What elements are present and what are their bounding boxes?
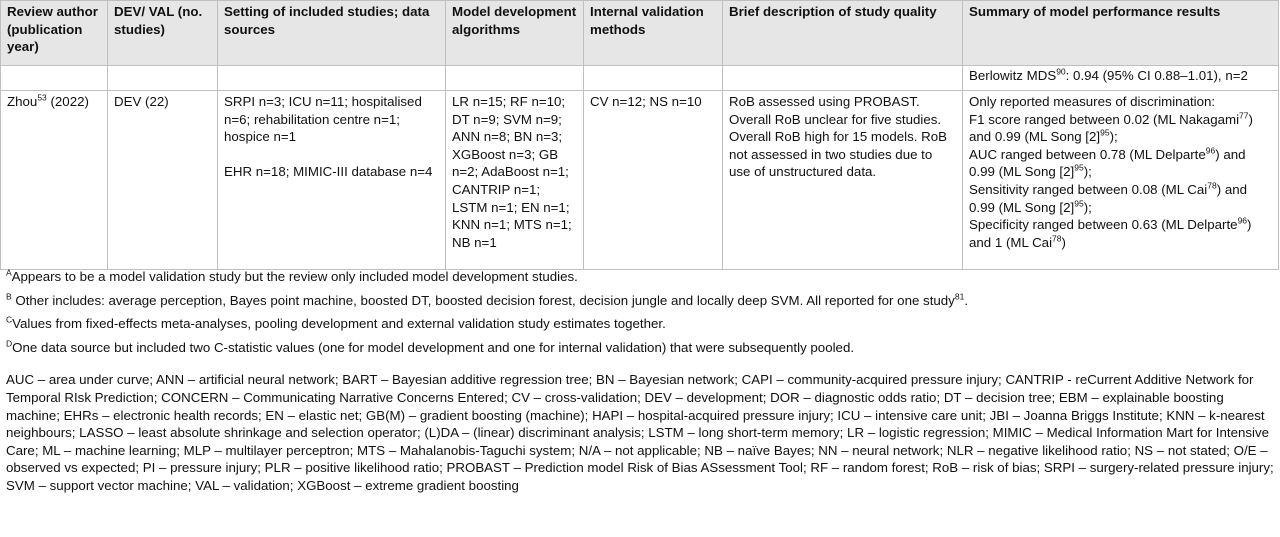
- header-algorithms: Model development algorithms: [446, 1, 584, 66]
- cell-empty: [446, 66, 584, 91]
- footnote-marker: B: [6, 291, 12, 302]
- summary-text: F1 score ranged between 0.02 (ML Nakagami: [969, 111, 1240, 127]
- reference-superscript: 96: [1237, 215, 1248, 226]
- header-setting: Setting of included studies; data sources: [218, 1, 446, 66]
- cell-author: [1, 91, 108, 270]
- cell-validation: CV n=12; NS n=10: [584, 91, 723, 270]
- footnote-text: Values from fixed-effects meta-analyses, pooling development and external validation study estimates together.: [12, 316, 666, 332]
- footnote-c: [6, 315, 1274, 333]
- setting-text: SRPI n=3; ICU n=11; hospitalised n=6; rehabilitation centre n=1; hospice n=1: [224, 94, 422, 145]
- footnote-d: [6, 339, 1274, 357]
- cell-quality: RoB assessed using PROBAST. Overall RoB unclear for five studies. Overall RoB high for 15 models. RoB not assessed in two studies due to use of unstructured data.: [723, 91, 963, 270]
- footnote-marker: D: [6, 338, 13, 349]
- header-quality: Brief description of study quality: [723, 1, 963, 66]
- footnote-text: Appears to be a model validation study but the review only included model development studies.: [11, 269, 578, 284]
- summary-text: : 0.94 (95% CI 0.88–1.01), n=2: [1065, 68, 1248, 83]
- summary-text: AUC ranged between 0.78 (ML Delparte: [969, 146, 1206, 162]
- footnote-text: .: [964, 292, 969, 308]
- footnote-marker: C: [6, 314, 13, 325]
- cell-dev-val: DEV (22): [108, 91, 218, 270]
- header-summary: Summary of model performance results: [963, 1, 1279, 66]
- summary-text: ) and 1 (ML Cai: [969, 217, 1252, 250]
- abbreviations-list: AUC – area under curve; ANN – artificial neural network; BART – Bayesian additive regression tree; BN – Bayesian network; CAPI – community-acquired pressure injury; CANTRIP - reCurrent Additive Network for Temporal RIsk Prediction; CONCERN – Communicating Narrative Concerns Entered; CV – cross-validation; DEV – development; DOR – diagnostic odds ratio; DT – decision tree; EBM – explainable boosting machine; EHRs – electronic health records; EN – elastic net; GB(M) – gradient boosting (machine); HAPI – hospital-acquired pressure injury; ICU – intensive care unit; JBI – Joanna Briggs Institute; KNN – k-nearest neighbours; LASSO – least absolute shrinkage and selection operator; (L)DA – (linear) discriminant analysis; LSTM – long short-term memory; LR – logistic regression; MIMIC – Medical Information Mart for Intensive Care; ML – machine learning; MLP – multilayer perceptron; MTS – Mahalanobis-Taguchi system; N/A – not applicable; NB – naïve Bayes; NN – neural network; NLR – negative likelihood ratio; NS – not stated; O/E – observed vs expected; PI – pressure injury; PLR – positive likelihood ratio; PROBAST – Prediction model Risk of Bias ASsessment Tool; RF – random forest; RoB – risk of bias; SRPI – surgery-related pressure injury; SVM – support vector machine; VAL – validation; XGBoost – extreme gradient boosting: [6, 372, 1274, 493]
- footnote-b: [6, 292, 1274, 310]
- cell-summary: [963, 91, 1279, 270]
- data-source-text: EHR n=18; MIMIC-III database n=4: [224, 164, 433, 180]
- footnote-a: [6, 268, 1274, 286]
- cell-algorithms: LR n=15; RF n=10; DT n=9; SVM n=9; ANN n=8; BN n=3; XGBoost n=3; GB n=2; AdaBoost n=1; CANTRIP n=1; LSTM n=1; EN n=1; KNN n=1; MTS n=1; NB n=1: [446, 91, 584, 270]
- author-name: Zhou: [7, 94, 38, 109]
- reference-superscript: 96: [1205, 145, 1216, 156]
- header-row: [1, 1, 1279, 66]
- cell-summary-carry: [963, 66, 1279, 91]
- cell-empty: [218, 66, 446, 91]
- publication-year: (2022): [46, 94, 89, 109]
- summary-text: Specificity ranged between 0.63 (ML Delparte: [969, 217, 1238, 233]
- reference-superscript: 53: [37, 92, 47, 103]
- header-dev-val: DEV/ VAL (no. studies): [108, 1, 218, 66]
- reference-superscript: 95: [1074, 198, 1084, 209]
- cell-empty: [108, 66, 218, 91]
- table-row: [1, 66, 1279, 91]
- cell-empty: [723, 66, 963, 91]
- cell-empty: [584, 66, 723, 91]
- summary-specificity: [969, 216, 1272, 251]
- table-row: [1, 91, 1279, 270]
- reference-superscript: 78: [1052, 233, 1062, 244]
- reference-superscript: 90: [1056, 66, 1066, 77]
- summary-text: Sensitivity ranged between 0.08 (ML Cai: [969, 181, 1208, 197]
- header-validation: Internal validation methods: [584, 1, 723, 66]
- reference-superscript: 77: [1239, 110, 1249, 121]
- cell-empty: [1, 66, 108, 91]
- reference-superscript: 95: [1100, 127, 1110, 138]
- summary-text: );: [1083, 164, 1092, 180]
- reference-superscript: 95: [1074, 162, 1084, 173]
- cell-setting: [218, 91, 446, 270]
- summary-f1: [969, 111, 1272, 146]
- reference-superscript: 78: [1207, 180, 1217, 191]
- table-notes: [6, 268, 1274, 495]
- summary-text: ): [1061, 234, 1066, 250]
- summary-sensitivity: [969, 181, 1272, 216]
- summary-auc: [969, 146, 1272, 181]
- summary-text: ) and 0.99 (ML Song [2]: [969, 181, 1248, 215]
- summary-text: ) and 0.99 (ML Song [2]: [969, 146, 1246, 180]
- summary-text: Berlowitz MDS: [969, 68, 1057, 83]
- summary-text: );: [1109, 129, 1118, 145]
- summary-intro: Only reported measures of discrimination:: [969, 94, 1216, 109]
- footnote-text: Other includes: average perception, Bayes point machine, boosted DT, boosted decision forest, decision jungle and locally deep SVM. All reported for one study: [11, 292, 955, 308]
- footnote-marker: A: [6, 267, 12, 278]
- footnote-text: One data source but included two C-statistic values (one for model development and one for internal validation) that were subsequently pooled.: [12, 339, 855, 355]
- header-author: Review author (publication year): [1, 1, 108, 66]
- summary-text: );: [1083, 199, 1092, 215]
- summary-text: ) and 0.99 (ML Song [2]: [969, 111, 1253, 145]
- reference-superscript: 81: [954, 291, 965, 302]
